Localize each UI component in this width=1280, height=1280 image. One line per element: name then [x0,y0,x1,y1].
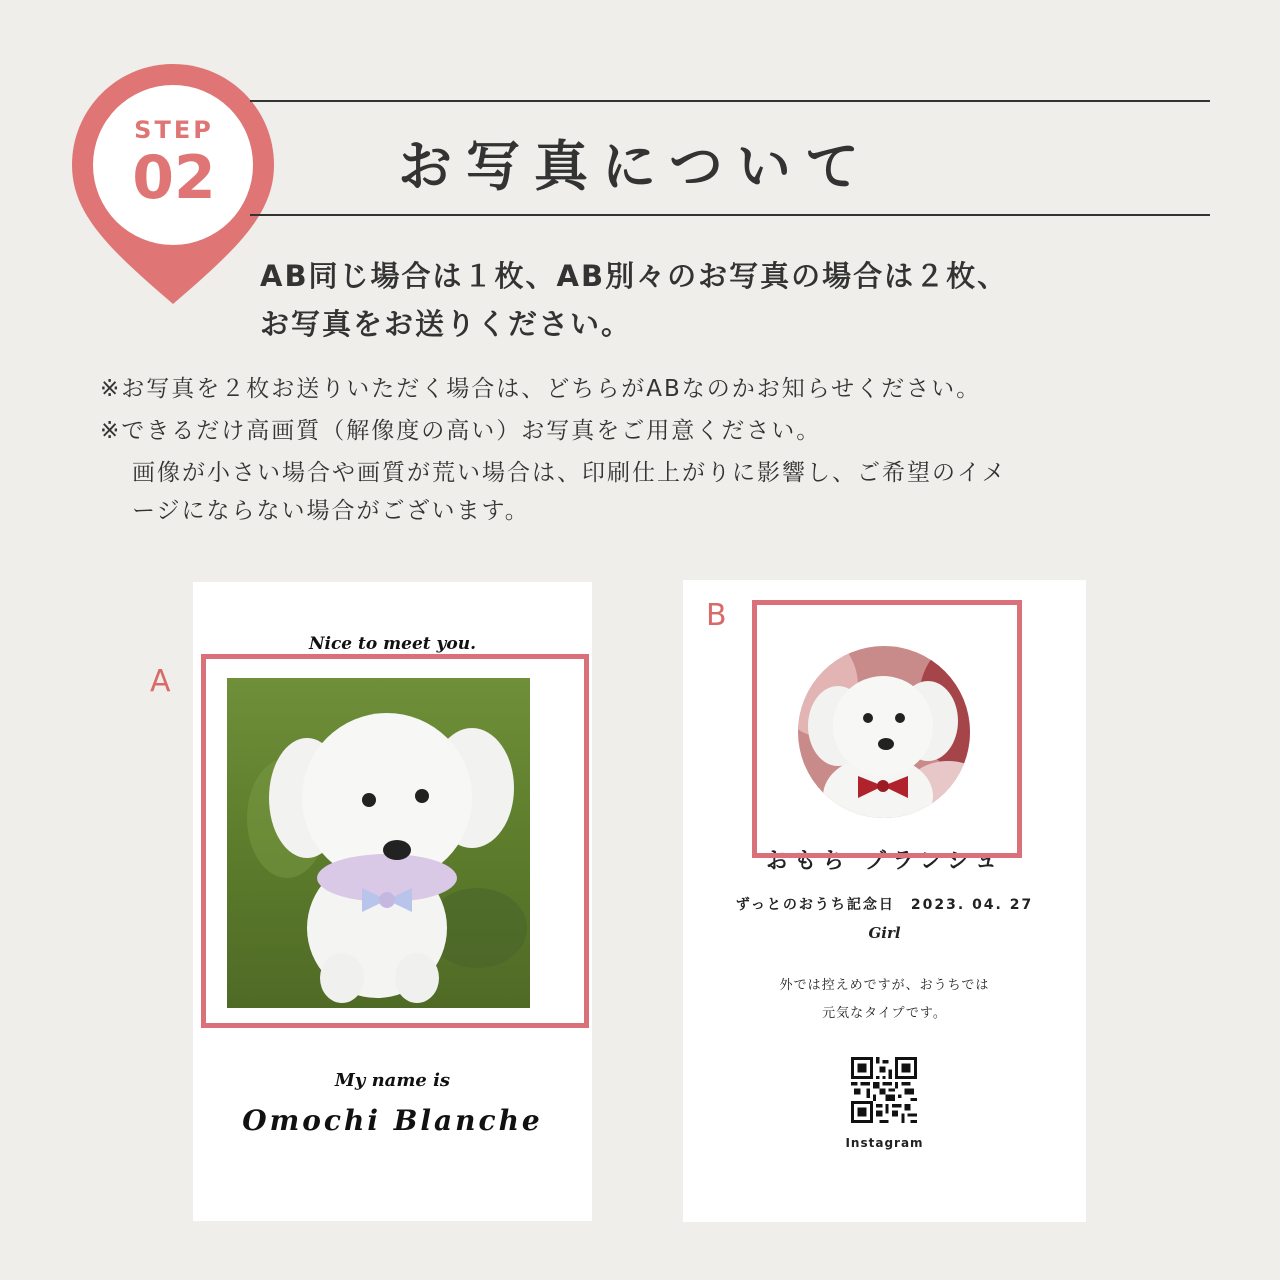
note-line-4: ージにならない場合がございます。 [132,498,530,524]
note-line-3: 画像が小さい場合や画質が荒い場合は、印刷仕上がりに影響し、ご希望のイメ [132,460,1007,486]
lead-line-1: AB同じ場合は１枚、AB別々のお写真の場合は２枚、 [260,259,1009,293]
photo-frame-b [752,600,1022,858]
qr-code-icon [851,1057,917,1123]
step-label: STEP [134,116,214,144]
card-b-anniversary: ずっとのおうち記念日 2023. 04. 27 [735,897,1034,913]
card-b-description-2: 元気なタイプです。 [822,1006,947,1021]
card-b-gender: Girl [868,924,901,942]
card-a-letter: A [150,664,171,699]
card-a-pet-name: Omochi Blanche [242,1104,543,1137]
step-number: 02 [132,143,216,213]
note-line-1: ※お写真を２枚お送りいただく場合は、どちらがABなのかお知らせください。 [100,376,982,402]
card-a-intro: My name is [334,1070,451,1091]
card-b-description-1: 外では控えめですが、おうちでは [779,978,990,993]
card-b-pet-name: おもち ブランシュ [766,849,1003,874]
page-title: お写真について [398,135,873,198]
lead-line-2: お写真をお送りください。 [260,307,633,341]
card-b-qr-caption: Instagram [845,1136,924,1150]
title-rule-top [250,100,1210,102]
card-b-letter: B [706,598,727,633]
card-a-greeting: Nice to meet you. [308,634,477,654]
title-rule-bottom [250,214,1210,216]
note-line-2: ※できるだけ高画質（解像度の高い）お写真をご用意ください。 [100,418,822,444]
photo-frame-a [201,654,589,1028]
